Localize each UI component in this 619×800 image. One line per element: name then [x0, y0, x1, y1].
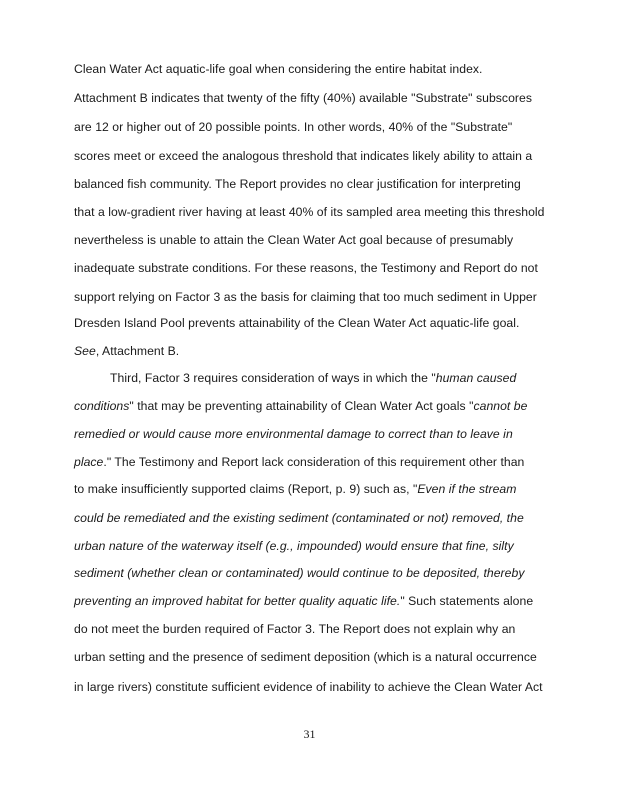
- text-run: to make insufficiently supported claims (Report, p. 9) such as, ": [74, 482, 418, 496]
- text-run: " Such statements alone: [400, 594, 534, 608]
- text-line: [74, 563, 574, 583]
- text-line: [110, 368, 610, 388]
- text-run: nevertheless is unable to attain the Clean Water Act goal because of presumably: [74, 233, 514, 247]
- text-line: [74, 88, 574, 108]
- text-run: Clean Water Act aquatic-life goal when considering the entire habitat index.: [74, 62, 483, 76]
- text-run: " that may be preventing attainability of Clean Water Act goals ": [129, 399, 474, 413]
- text-run: balanced fish community. The Report provides no clear justification for interpreting: [74, 177, 521, 191]
- italic-text-run: preventing an improved habitat for better quality aquatic life.: [74, 594, 401, 608]
- text-run: , Attachment B.: [95, 344, 180, 358]
- italic-text-run: place: [74, 455, 104, 469]
- text-run: Dresden Island Pool prevents attainability of the Clean Water Act aquatic-life goal.: [74, 316, 520, 330]
- text-line: [74, 174, 574, 194]
- text-line: [74, 479, 574, 499]
- text-run: are 12 or higher out of 20 possible points. In other words, 40% of the "Substrate": [74, 120, 513, 134]
- text-line: [74, 396, 574, 416]
- text-run: that a low-gradient river having at least 40% of its sampled area meeting this threshold: [74, 205, 545, 219]
- text-line: [74, 619, 574, 639]
- text-run: support relying on Factor 3 as the basis for claiming that too much sediment in Upper: [74, 290, 537, 304]
- text-run: ." The Testimony and Report lack consideration of this requirement other than: [103, 455, 525, 469]
- italic-text-run: human caused: [435, 371, 517, 385]
- text-line: [74, 258, 574, 278]
- text-line: [74, 591, 574, 611]
- italic-text-run: sediment (whether clean or contaminated) would continue to be deposited, thereby: [74, 566, 525, 580]
- text-line: [74, 341, 574, 361]
- italic-text-run: could be remediated and the existing sediment (contaminated or not) removed, the: [74, 511, 524, 525]
- italic-text-run: remedied or would cause more environmental damage to correct than to leave in: [74, 427, 513, 441]
- italic-text-run: Even if the stream: [417, 482, 517, 496]
- page-number: 31: [303, 727, 316, 741]
- text-run: Attachment B indicates that twenty of the fifty (40%) available "Substrate" subscores: [74, 91, 532, 105]
- text-run: urban setting and the presence of sediment deposition (which is a natural occurrence: [74, 650, 537, 664]
- italic-text-run: See: [74, 344, 96, 358]
- text-line: [74, 230, 574, 250]
- text-line: [74, 313, 574, 333]
- text-line: [74, 508, 574, 528]
- text-line: [74, 452, 574, 472]
- text-run: Third, Factor 3 requires consideration of ways in which the ": [110, 371, 436, 385]
- italic-text-run: urban nature of the waterway itself (e.g., impounded) would ensure that fine, silty: [74, 539, 514, 553]
- text-line: [74, 59, 574, 79]
- italic-text-run: cannot be: [473, 399, 528, 413]
- text-line: [74, 117, 574, 137]
- text-line: [74, 287, 574, 307]
- text-line: [74, 647, 574, 667]
- text-run: do not meet the burden required of Factor 3. The Report does not explain why an: [74, 622, 516, 636]
- text-line: [74, 424, 574, 444]
- italic-text-run: conditions: [74, 399, 130, 413]
- text-line: [74, 536, 574, 556]
- text-line: [74, 146, 574, 166]
- text-run: scores meet or exceed the analogous threshold that indicates likely ability to attain a: [74, 149, 533, 163]
- text-line: [74, 677, 574, 697]
- text-line: [74, 202, 574, 222]
- text-run: inadequate substrate conditions. For these reasons, the Testimony and Report do not: [74, 261, 538, 275]
- text-run: in large rivers) constitute sufficient evidence of inability to achieve the Clean Water Act: [74, 680, 543, 694]
